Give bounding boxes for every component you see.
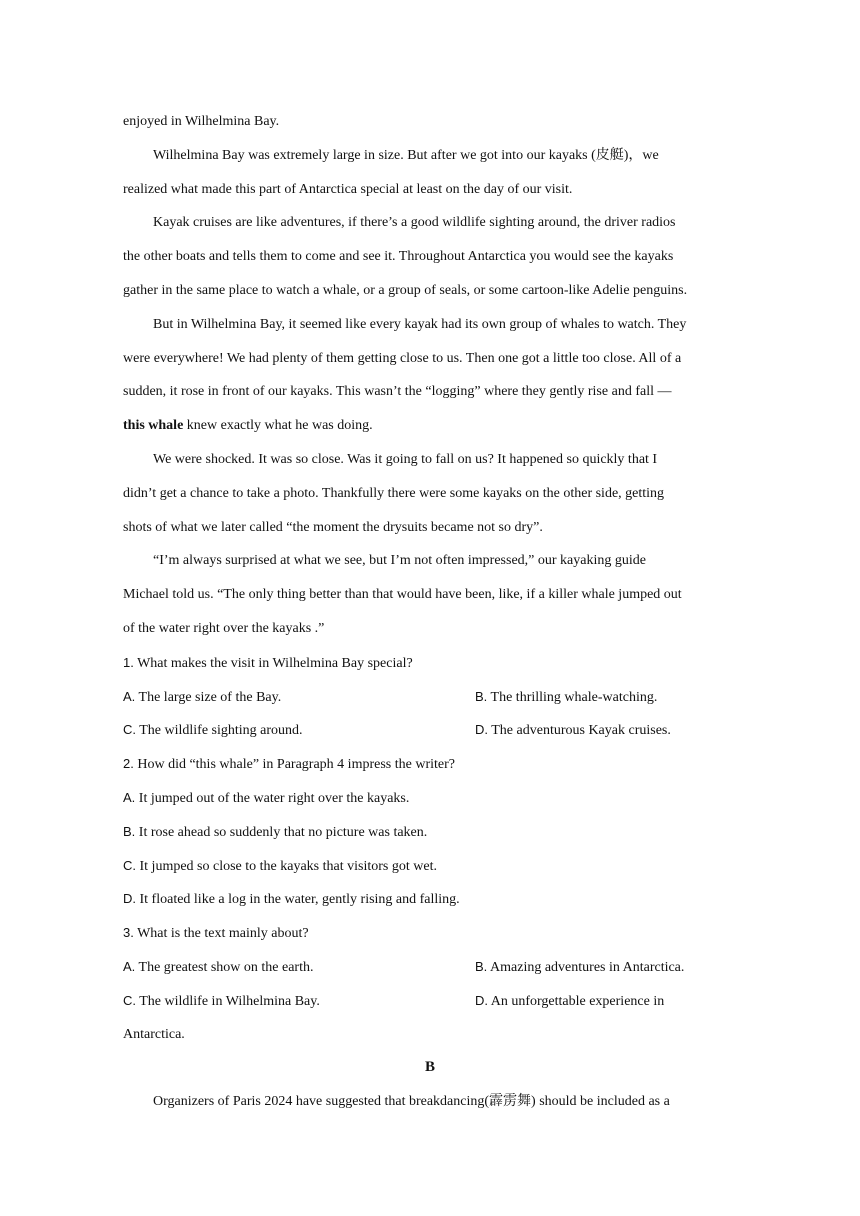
question-number: 1. (123, 654, 134, 670)
option-a: A. The greatest show on the earth. (123, 958, 314, 975)
option-b: B. It rose ahead so suddenly that no picture was taken. (123, 823, 428, 840)
option-d: D. The adventurous Kayak cruises. (475, 722, 671, 739)
paragraph-line: gather in the same place to watch a whale, or a group of seals, or some cartoon-like Adelie penguins. (123, 282, 688, 298)
question-text: How did “this whale” in Paragraph 4 impress the writer? (133, 757, 455, 773)
paragraph-line: But in Wilhelmina Bay, it seemed like every kayak had its own group of whales to watch. They (153, 316, 687, 332)
option-d-continuation: Antarctica. (123, 1026, 185, 1042)
option-c: C. The wildlife in Wilhelmina Bay. (123, 992, 320, 1009)
option-b: B. The thrilling whale-watching. (475, 688, 658, 705)
question-text: What is the text mainly about? (133, 926, 309, 942)
option-d: D. An unforgettable experience in (475, 992, 665, 1009)
option-a: A. It jumped out of the water right over the kayaks. (123, 789, 410, 806)
paragraph-line: didn’t get a chance to take a photo. Thankfully there were some kayaks on the other side, getting (123, 485, 665, 501)
option-row (123, 680, 737, 714)
paragraph-line (123, 409, 737, 443)
section-title: B (424, 1059, 435, 1076)
paragraph-line: of the water right over the kayaks .” (123, 620, 325, 636)
paragraph-line: realized what made this part of Antarctica special at least on the day of our visit. (123, 181, 573, 197)
option-row (123, 984, 737, 1018)
question-text: What makes the visit in Wilhelmina Bay special? (133, 655, 413, 671)
question-number: 3. (123, 925, 134, 941)
paragraph-line: enjoyed in Wilhelmina Bay. (123, 114, 280, 129)
paragraph-line: Organizers of Paris 2024 have suggested that breakdancing(霹雳舞) should be included as a (153, 1094, 670, 1110)
option-b: B. Amazing adventures in Antarctica. (475, 958, 685, 975)
question-number: 2. (123, 756, 134, 772)
option-a: A. The large size of the Bay. (123, 688, 282, 705)
paragraph-line: Kayak cruises are like adventures, if there’s a good wildlife sighting around, the driver radios (153, 215, 676, 231)
option-row (123, 713, 737, 747)
paragraph-line: shots of what we later called “the moment the drysuits became not so dry”. (123, 519, 543, 535)
paragraph-line: We were shocked. It was so close. Was it going to fall on us? It happened so quickly that I (153, 451, 658, 467)
bold-phrase: this whale (123, 418, 184, 434)
paragraph-line: were everywhere! We had plenty of them getting close to us. Then one got a little too close. All of a (123, 350, 682, 366)
option-row (123, 950, 737, 984)
document-page (123, 105, 737, 1119)
paragraph-line: Wilhelmina Bay was extremely large in size. But after we got into our kayaks (皮艇)，we (153, 147, 659, 163)
option-d: D. It floated like a log in the water, gently rising and falling. (123, 891, 460, 908)
question-stem (123, 916, 737, 950)
option-c: C. It jumped so close to the kayaks that visitors got wet. (123, 857, 437, 874)
question-stem (123, 747, 737, 781)
paragraph-line: “I’m always surprised at what we see, but I’m not often impressed,” our kayaking guide (153, 553, 646, 569)
paragraph-line: sudden, it rose in front of our kayaks. This wasn’t the “logging” where they gently rise and fall — (123, 384, 672, 400)
question-stem (123, 646, 737, 680)
option-c: C. The wildlife sighting around. (123, 722, 303, 739)
paragraph-line: Michael told us. “The only thing better than that would have been, like, if a killer whale jumped out (123, 587, 682, 603)
paragraph-line: the other boats and tells them to come and see it. Throughout Antarctica you would see the kayaks (123, 249, 674, 265)
line-text: knew exactly what he was doing. (183, 418, 373, 434)
